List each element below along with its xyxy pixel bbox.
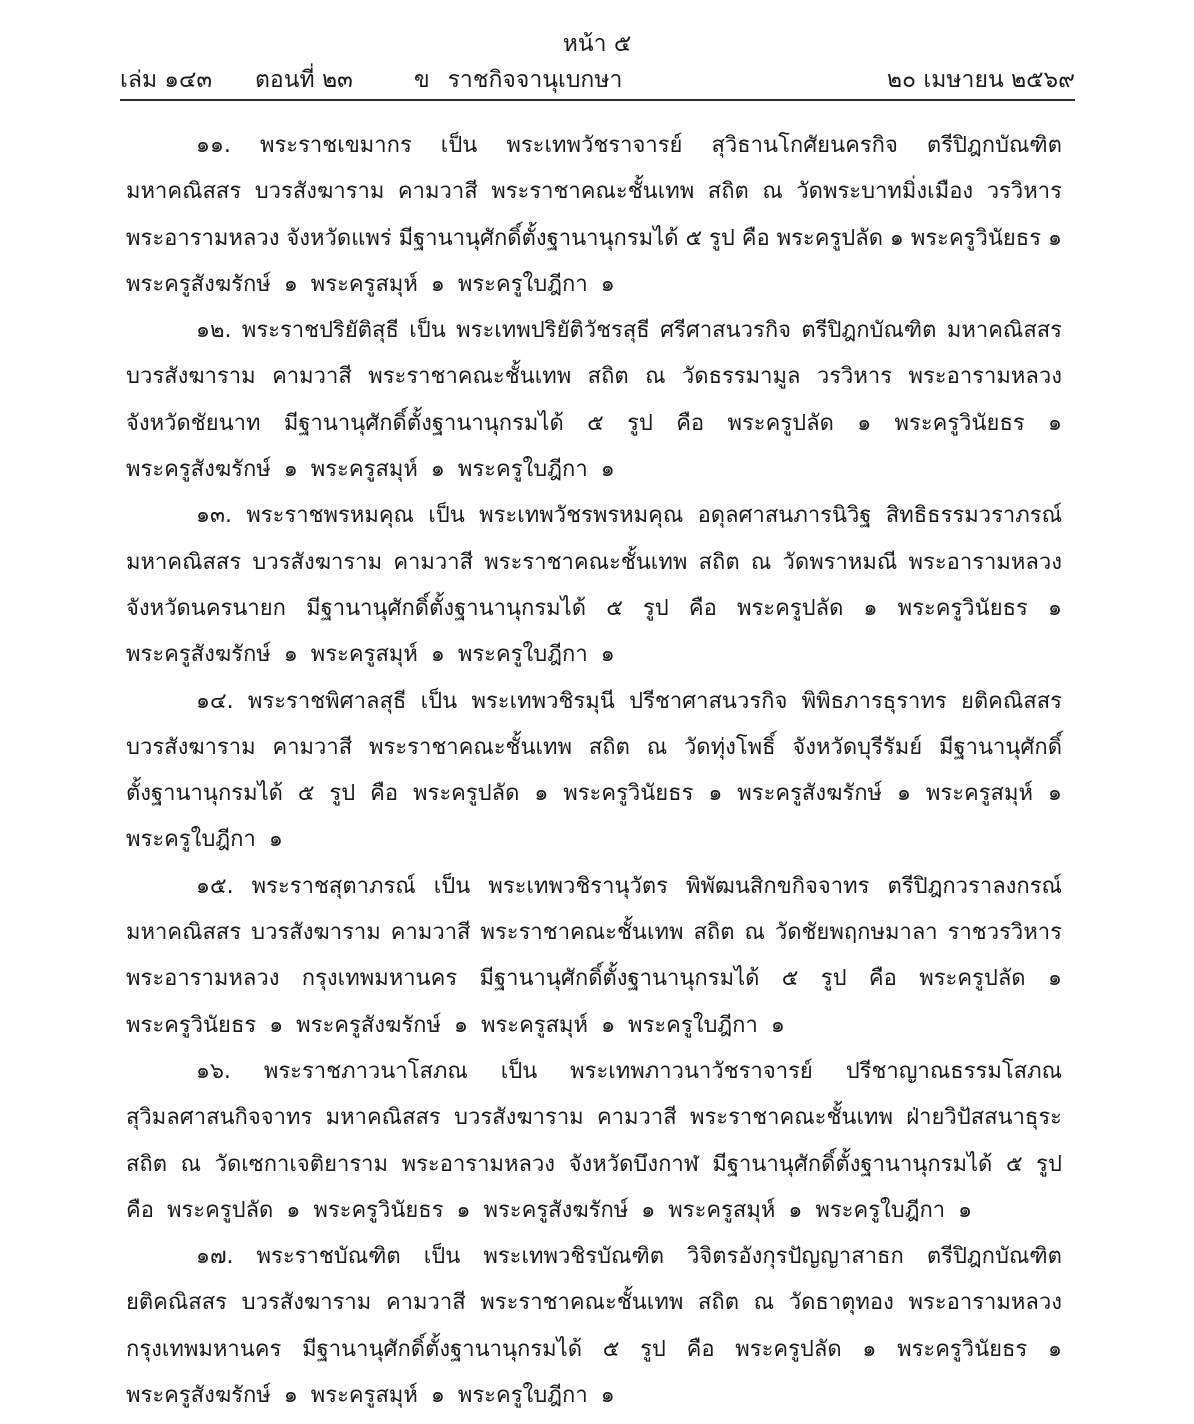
word: ๕ bbox=[606, 595, 623, 621]
word: พระอารามหลวง bbox=[908, 549, 1062, 575]
word: ตรีปิฎกบัณฑิต bbox=[801, 318, 937, 344]
word: พระครูปลัด bbox=[166, 1197, 274, 1223]
text-line bbox=[126, 174, 1062, 220]
word: ๕ bbox=[685, 225, 703, 251]
word: พระราชาคณะชั้นเทพ bbox=[491, 179, 695, 205]
word: ตรีปิฎกบัณฑิต bbox=[926, 1244, 1062, 1270]
word: ๕ bbox=[1005, 1151, 1023, 1177]
word: ๑ bbox=[456, 1197, 471, 1223]
word: พระราชภาวนาโสภณ bbox=[263, 1058, 468, 1084]
word: คามวาสี bbox=[390, 920, 471, 946]
word: คามวาสี bbox=[596, 1105, 677, 1131]
word: วัดธรรมามูล bbox=[681, 364, 801, 390]
word: พระอารามหลวง bbox=[126, 966, 280, 992]
word: ณ bbox=[744, 920, 765, 946]
word: ๑ bbox=[896, 781, 911, 807]
word: ๑ bbox=[708, 781, 723, 807]
document-body bbox=[126, 128, 1062, 1424]
word: มีฐานานุศักดิ์ตั้งฐานานุกรมได้ bbox=[283, 410, 564, 436]
word: พระครูสมุห์ bbox=[310, 642, 418, 668]
text-line bbox=[126, 313, 1062, 359]
word: อดุลศาสนภารนิวิฐ bbox=[697, 503, 872, 529]
word: ๑๕. bbox=[196, 873, 234, 899]
word: จังหวัดชัยนาท bbox=[126, 410, 261, 436]
word: มีฐานานุศักดิ์ตั้งฐานานุกรมได้ bbox=[302, 1336, 583, 1362]
word: ๑ bbox=[788, 1197, 803, 1223]
word: พระครูสังฆรักษ์ bbox=[126, 457, 271, 483]
text-line bbox=[126, 221, 1062, 267]
word: มีฐานานุศักดิ์ตั้งฐานานุกรมได้ bbox=[398, 225, 679, 251]
word: มหาคณิสสร bbox=[126, 549, 242, 575]
word: พระครูใบฎีกา bbox=[126, 827, 256, 853]
word: เป็น bbox=[423, 1244, 461, 1270]
word: ๕ bbox=[297, 781, 315, 807]
word: รูป bbox=[642, 595, 669, 621]
word: ๑ bbox=[1048, 1336, 1062, 1362]
word: ๑ bbox=[283, 271, 298, 297]
running-header bbox=[120, 62, 1075, 98]
word: พระอารามหลวง bbox=[908, 364, 1062, 390]
word: ๑ bbox=[268, 827, 283, 853]
word: พระราชาคณะชั้นเทพ bbox=[484, 549, 688, 575]
word: คามวาสี bbox=[272, 364, 352, 390]
word: สิทธิธรรมวราภรณ์ bbox=[885, 503, 1062, 529]
word: ตรีปิฎกวราลงกรณ์ bbox=[887, 873, 1062, 899]
word: ณ bbox=[762, 179, 783, 205]
word: ๑ bbox=[283, 457, 298, 483]
word: พระราชสุตาภรณ์ bbox=[251, 873, 416, 899]
word: วัดชัยพฤกษมาลา bbox=[774, 920, 938, 946]
word: สถิต bbox=[698, 549, 740, 575]
word: คือ bbox=[126, 1197, 154, 1223]
word: รูป bbox=[1036, 1151, 1062, 1177]
word: บวรสังฆาราม bbox=[454, 1105, 584, 1131]
text-line bbox=[126, 1147, 1062, 1193]
word: รูป bbox=[627, 410, 653, 436]
word: รูป bbox=[820, 966, 847, 992]
appointment-entry bbox=[126, 684, 1062, 869]
text-line bbox=[126, 915, 1062, 961]
word: พระครูวินัยธร bbox=[897, 595, 1028, 621]
word: ๑ bbox=[600, 457, 615, 483]
word: ยติคณิสสร bbox=[961, 688, 1062, 714]
word: คามวาสี bbox=[385, 1290, 466, 1316]
word: พระอารามหลวง bbox=[908, 1290, 1062, 1316]
word: กรุงเทพมหานคร bbox=[126, 1336, 282, 1362]
word: คือ bbox=[370, 781, 399, 807]
word: พระครูสมุห์ bbox=[668, 1197, 776, 1223]
word: ๑๓. bbox=[196, 503, 232, 529]
word: พระเทพวชิรบัณฑิต bbox=[483, 1244, 664, 1270]
word: มีฐานานุศักดิ์ bbox=[938, 734, 1062, 760]
word: สถิต bbox=[126, 1151, 168, 1177]
word: พระครูใบฎีกา bbox=[815, 1197, 946, 1223]
word: วัดพราหมณี bbox=[782, 549, 898, 575]
word: พระครูใบฎีกา bbox=[457, 457, 588, 483]
word: วัดธาตุทอง bbox=[788, 1290, 894, 1316]
word: ๑ bbox=[600, 271, 615, 297]
text-line bbox=[126, 128, 1062, 174]
word: พิพิธภารธุราทร bbox=[801, 688, 947, 714]
word: ๑๗. bbox=[196, 1244, 234, 1270]
word: ๑ bbox=[601, 1012, 616, 1038]
word: คือ bbox=[688, 595, 717, 621]
word: เป็น bbox=[440, 133, 478, 158]
word: ๕ bbox=[781, 966, 799, 992]
word: พระครูวินัยธร bbox=[563, 781, 694, 807]
text-line bbox=[126, 452, 1062, 498]
word: พระครูสมุห์ bbox=[925, 781, 1033, 807]
text-line bbox=[126, 776, 1062, 822]
text-line bbox=[126, 498, 1062, 544]
word: ๑ bbox=[430, 1383, 445, 1409]
word: ๑ bbox=[430, 642, 445, 668]
word: พระราชาคณะชั้นเทพ bbox=[368, 364, 572, 390]
word: เป็น bbox=[500, 1058, 538, 1084]
word: จังหวัดแพร่ bbox=[286, 225, 392, 251]
word: พระอารามหลวง bbox=[126, 225, 280, 251]
word: สถิต bbox=[587, 364, 629, 390]
word: ๑๔. bbox=[196, 688, 234, 714]
word: มีฐานานุศักดิ์ตั้งฐานานุกรมได้ bbox=[479, 966, 760, 992]
word: วรวิหาร bbox=[816, 364, 893, 390]
word: วรวิหาร bbox=[986, 179, 1062, 205]
word: ณ bbox=[645, 364, 666, 390]
word: บวรสังฆาราม bbox=[126, 364, 256, 390]
text-line bbox=[126, 359, 1062, 405]
header-divider bbox=[120, 99, 1075, 101]
word: ราชวรวิหาร bbox=[947, 920, 1062, 946]
word: ๑ bbox=[958, 1197, 973, 1223]
word: สุวิธานโกศัยนครกิจ bbox=[711, 133, 898, 158]
word: พระเทพวชิรานุวัตร bbox=[488, 873, 668, 899]
word: มีฐานานุศักดิ์ตั้งฐานานุกรมได้ bbox=[712, 1151, 993, 1177]
word: คามวาสี bbox=[397, 179, 478, 205]
word: ณ bbox=[646, 734, 668, 760]
word: พระครูสังฆรักษ์ bbox=[126, 271, 271, 297]
word: พระราชพรหมคุณ bbox=[246, 503, 414, 529]
text-line bbox=[126, 267, 1062, 313]
word: ปรีชาศาสนวรกิจ bbox=[629, 688, 788, 714]
word: ๑ bbox=[286, 1197, 301, 1223]
word: ๑ bbox=[534, 781, 549, 807]
word: สถิต bbox=[588, 734, 630, 760]
appointment-entry bbox=[126, 313, 1062, 498]
text-line bbox=[126, 1054, 1062, 1100]
word: วิจิตรอังกุรปัญญาสาธก bbox=[687, 1244, 904, 1270]
appointment-entry bbox=[126, 498, 1062, 683]
header-issue: ตอนที่ ๒๓ bbox=[255, 67, 353, 93]
word: พระครูสมุห์ bbox=[480, 1012, 589, 1038]
word: สถิต bbox=[693, 920, 735, 946]
word: ๑ bbox=[770, 1012, 785, 1038]
word: ๑ bbox=[1047, 781, 1062, 807]
text-line bbox=[126, 406, 1062, 452]
word: พระครูสังฆรักษ์ bbox=[737, 781, 883, 807]
word: กรุงเทพมหานคร bbox=[301, 966, 458, 992]
word: พระครูปลัด bbox=[776, 225, 883, 251]
word: คือ bbox=[686, 1336, 715, 1362]
word: ๑ bbox=[283, 1383, 298, 1409]
word: พระครูปลัด bbox=[735, 1336, 842, 1362]
text-line bbox=[126, 1008, 1062, 1054]
word: พระครูปลัด bbox=[413, 781, 520, 807]
word: พระครูสมุห์ bbox=[310, 271, 418, 297]
word: มหาคณิสสร bbox=[325, 1105, 441, 1131]
word: มหาคณิสสร bbox=[126, 179, 242, 205]
word: ๕ bbox=[587, 410, 604, 436]
word: ๑ bbox=[600, 1383, 615, 1409]
word: พระราชาคณะชั้นเทพ bbox=[689, 1105, 893, 1131]
word: คามวาสี bbox=[393, 549, 474, 575]
word: บวรสังฆาราม bbox=[254, 179, 385, 205]
word: พระราชบัณฑิต bbox=[256, 1244, 401, 1270]
word: พระครูใบฎีกา bbox=[628, 1012, 758, 1038]
word: จังหวัดบุรีรัมย์ bbox=[792, 734, 923, 760]
word: ๑ bbox=[283, 642, 298, 668]
word: ณ bbox=[180, 1151, 202, 1177]
word: ๑๖. bbox=[196, 1058, 231, 1084]
word: พระเทพภาวนาวัชราจารย์ bbox=[570, 1058, 813, 1084]
word: พระครูใบฎีกา bbox=[457, 642, 588, 668]
word: พระครูสมุห์ bbox=[310, 457, 418, 483]
word: ๑ bbox=[863, 595, 878, 621]
appointment-entry bbox=[126, 869, 1062, 1054]
word: ปรีชาญาณธรรมโสภณ bbox=[845, 1058, 1062, 1084]
word: วัดพระบาทมิ่งเมือง bbox=[796, 179, 974, 205]
word: ๑ bbox=[889, 225, 904, 251]
word: ฝ่ายวิปัสสนาธุระ bbox=[906, 1105, 1062, 1131]
word: พระครูสังฆรักษ์ bbox=[483, 1197, 629, 1223]
word: ตรีปิฎกบัณฑิต bbox=[926, 133, 1062, 158]
word: เป็น bbox=[433, 873, 471, 899]
word: พระครูสังฆรักษ์ bbox=[126, 1383, 271, 1409]
word: คือ bbox=[676, 410, 705, 436]
word: พระครูปลัด bbox=[727, 410, 834, 436]
word: ๑ bbox=[430, 457, 445, 483]
text-line bbox=[126, 1239, 1062, 1285]
text-line bbox=[126, 1100, 1062, 1146]
word: พระราชพิศาลสุธี bbox=[247, 688, 407, 714]
word: พระครูวินัยธร bbox=[897, 1336, 1028, 1362]
word: มหาคณิสสร bbox=[946, 318, 1062, 344]
appointment-entry bbox=[126, 1239, 1062, 1424]
word: พระครูวินัยธร bbox=[126, 1012, 257, 1038]
word: ๑ bbox=[269, 1012, 284, 1038]
word: พระราชาคณะชั้นเทพ bbox=[480, 1290, 684, 1316]
word: ๑๑. bbox=[196, 133, 231, 158]
text-line bbox=[126, 730, 1062, 776]
word: พระราชเขมากร bbox=[259, 133, 412, 158]
word: ๑ bbox=[862, 1336, 877, 1362]
word: ๑ bbox=[1047, 595, 1062, 621]
page-number: หน้า ๕ bbox=[562, 31, 632, 57]
word: ๑ bbox=[857, 410, 872, 436]
text-line bbox=[126, 637, 1062, 683]
word: พระราชาคณะชั้นเทพ bbox=[480, 920, 684, 946]
word: พระครูวินัยธร bbox=[313, 1197, 444, 1223]
word: รูป bbox=[640, 1336, 666, 1362]
word: ๑ bbox=[1047, 225, 1062, 251]
word: สุวิมลศาสนกิจจาทร bbox=[126, 1105, 313, 1131]
word: ๑ bbox=[600, 642, 615, 668]
word: บวรสังฆาราม bbox=[251, 920, 381, 946]
word: ณ bbox=[750, 549, 772, 575]
word: ยติคณิสสร bbox=[126, 1290, 227, 1316]
word: รูป bbox=[329, 781, 356, 807]
text-line bbox=[126, 591, 1062, 637]
word: พระเทพวัชราจารย์ bbox=[506, 133, 683, 158]
appointment-entry bbox=[126, 1054, 1062, 1239]
word: ๑ bbox=[1048, 410, 1062, 436]
word: วัดทุ่งโพธิ์ bbox=[683, 734, 776, 760]
word: บวรสังฆาราม bbox=[241, 1290, 372, 1316]
word: พระครูสังฆรักษ์ bbox=[296, 1012, 441, 1038]
word: ๑ bbox=[641, 1197, 656, 1223]
word: พระครูใบฎีกา bbox=[457, 1383, 588, 1409]
word: พระอารามหลวง bbox=[401, 1151, 556, 1177]
word: คือ bbox=[868, 966, 897, 992]
text-line bbox=[126, 684, 1062, 730]
word: คือ bbox=[741, 225, 770, 251]
word: เป็น bbox=[409, 318, 446, 344]
word: พระครูสังฆรักษ์ bbox=[126, 642, 271, 668]
word: จังหวัดบึงกาฬ bbox=[568, 1151, 699, 1177]
text-line bbox=[126, 961, 1062, 1007]
header-volume: เล่ม ๑๔๓ bbox=[120, 67, 213, 93]
word: เป็น bbox=[420, 688, 458, 714]
word: ๑ bbox=[1047, 966, 1062, 992]
text-line bbox=[126, 869, 1062, 915]
word: ศรีศาสนวรกิจ bbox=[660, 318, 792, 344]
word: พระครูสมุห์ bbox=[310, 1383, 418, 1409]
word: พระเทพวัชรพรหมคุณ bbox=[479, 503, 684, 529]
word: สถิต bbox=[697, 1290, 740, 1316]
word: คามวาสี bbox=[272, 734, 353, 760]
word: เป็น bbox=[428, 503, 465, 529]
header-date: ๒๐ เมษายน ๒๕๖๙ bbox=[886, 67, 1075, 93]
word: ๑๒. bbox=[196, 318, 232, 344]
word: มีฐานานุศักดิ์ตั้งฐานานุกรมได้ bbox=[306, 595, 587, 621]
word: บวรสังฆาราม bbox=[252, 549, 383, 575]
word: พิพัฒนสิกขกิจจาทร bbox=[685, 873, 870, 899]
word: รูป bbox=[709, 225, 735, 251]
text-line bbox=[126, 1332, 1062, 1378]
word: สถิต bbox=[707, 179, 749, 205]
appointment-entry bbox=[126, 128, 1062, 313]
word: พระราชาคณะชั้นเทพ bbox=[369, 734, 573, 760]
text-line bbox=[126, 822, 1062, 868]
word: พระครูปลัด bbox=[736, 595, 844, 621]
word: มหาคณิสสร bbox=[126, 920, 242, 946]
word: ตั้งฐานานุกรมได้ bbox=[126, 781, 283, 807]
word: บวรสังฆาราม bbox=[126, 734, 256, 760]
word: พระครูปลัด bbox=[919, 966, 1026, 992]
word: พระครูวินัยธร bbox=[910, 225, 1042, 251]
word: ๑ bbox=[430, 271, 445, 297]
word: พระราชปริยัติสุธี bbox=[241, 318, 399, 344]
word: พระครูวินัยธร bbox=[894, 410, 1025, 436]
word: พระเทพวชิรมุนี bbox=[471, 688, 615, 714]
word: จังหวัดนครนายก bbox=[126, 595, 286, 621]
text-line bbox=[126, 1193, 1062, 1239]
word: ณ bbox=[753, 1290, 775, 1316]
text-line bbox=[126, 1378, 1062, 1424]
word: ๑ bbox=[453, 1012, 468, 1038]
word: วัดเซกาเจติยาราม bbox=[214, 1151, 389, 1177]
word: ๕ bbox=[602, 1336, 620, 1362]
header-section: ข bbox=[414, 67, 430, 93]
header-gazette-title: ราชกิจจานุเบกษา bbox=[447, 67, 623, 93]
word: พระเทพปริยัติวัชรสุธี bbox=[456, 318, 650, 344]
text-line bbox=[126, 1285, 1062, 1331]
word: พระครูใบฎีกา bbox=[457, 271, 588, 297]
text-line bbox=[126, 545, 1062, 591]
